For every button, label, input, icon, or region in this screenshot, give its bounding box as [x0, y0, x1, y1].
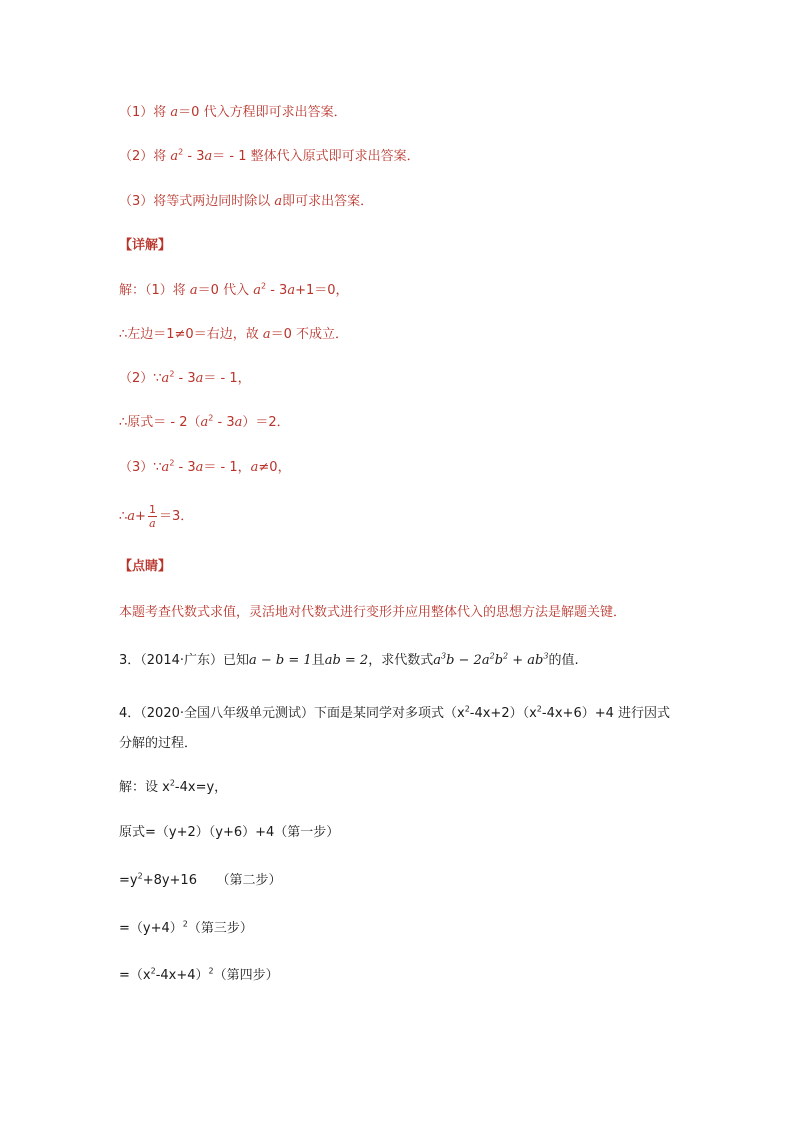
hint-2 — [119, 147, 420, 167]
exponent: 2 — [169, 778, 175, 788]
q3-suffix: 的值. — [548, 653, 579, 668]
exponent: 2 — [208, 413, 214, 423]
var-a: a — [127, 509, 136, 524]
question-3 — [119, 651, 579, 671]
var-a: a — [274, 194, 283, 209]
exponent: 2 — [489, 651, 495, 661]
q4-step-0 — [119, 778, 227, 798]
exponent: 2 — [137, 871, 143, 881]
sol-text: - 3 — [266, 283, 288, 298]
exponent: 2 — [536, 704, 542, 714]
q4-text: -4x+6）+4 进行因式 — [541, 706, 671, 721]
hint-1-text: （1）将 — [119, 105, 171, 120]
q4-text: 4．（2020·全国八年级单元测试）下面是某同学对多项式（x — [119, 706, 465, 721]
sol-text: ≠0， — [258, 460, 291, 475]
var-a: a — [161, 460, 170, 475]
var-a: a — [234, 415, 243, 430]
q3-prefix: 3．（2014·广东）已知 — [119, 653, 249, 668]
q4-text: =（y+4） — [119, 921, 183, 936]
exponent: 3 — [543, 651, 549, 661]
q3-text: 且 — [311, 653, 325, 668]
q4-text: -4x+2）（x — [469, 706, 537, 721]
q4-step-4 — [119, 966, 279, 986]
sol-text: ＝0 代入 — [197, 283, 254, 298]
hint-2-text: （2）将 — [119, 149, 171, 164]
q4-text: （第三步） — [187, 921, 253, 936]
exponent: 2 — [169, 458, 175, 468]
exponent: 3 — [440, 651, 447, 661]
sol-text: - 3 — [174, 371, 196, 386]
q3-math-1: a − b = 1 — [249, 653, 312, 668]
sol-text: ＝ - 1， — [203, 460, 251, 475]
var-a: a — [287, 283, 296, 298]
solution-step-5 — [119, 458, 291, 478]
sol-text: +1＝0， — [295, 283, 349, 298]
var-a: a — [189, 283, 198, 298]
var-a: a — [195, 371, 204, 386]
exponent: 2 — [503, 651, 509, 661]
sol-text: ∴ — [119, 509, 128, 524]
fraction — [148, 503, 157, 530]
sol-text: - 3 — [174, 460, 196, 475]
exponent: 2 — [182, 919, 188, 929]
sol-text: ＝0 不成立． — [270, 327, 349, 342]
hint-1 — [119, 103, 347, 123]
q3-expression — [433, 653, 548, 668]
sol-text: + — [135, 509, 146, 524]
comment-text: 本题考查代数式求值，灵活地对代数式进行变形并应用整体代入的思想方法是解题关键． — [119, 605, 627, 620]
hint-3-text-end: 即可求出答案． — [282, 194, 374, 209]
var-a: a — [253, 283, 261, 298]
hint-2-text-end: ＝ - 1 整体代入原式即可求出答案． — [212, 149, 420, 164]
solution-step-1 — [119, 281, 349, 301]
var-a: a — [200, 415, 209, 430]
question-4-line-2: 分解的过程． — [119, 736, 198, 751]
exponent: 2 — [208, 966, 214, 976]
exponent: 2 — [178, 147, 184, 157]
var-a: a — [170, 105, 179, 120]
q4-text: =（x — [119, 968, 151, 983]
q3-text: ，求代数式 — [368, 653, 434, 668]
sol-text: ）＝2． — [242, 415, 290, 430]
hint-3 — [119, 192, 373, 212]
solution-step-3 — [119, 369, 251, 389]
q4-text: +8y+16 （第二步） — [142, 873, 282, 888]
hint-2-minus: - 3 — [183, 149, 205, 164]
detail-heading: 【详解】 — [119, 238, 172, 253]
question-4-line-1 — [119, 704, 670, 724]
q4-text: -4x=y， — [174, 780, 228, 795]
sol-text: （3）∵ — [119, 460, 162, 475]
q3-term: + ab — [508, 653, 544, 668]
hint-1-text-end: ＝0 代入方程即可求出答案． — [178, 105, 347, 120]
exponent: 2 — [169, 369, 175, 379]
solution-step-4 — [119, 413, 290, 433]
var-a: a — [204, 149, 213, 164]
comment-heading: 【点睛】 — [119, 559, 172, 574]
exponent: 2 — [464, 704, 470, 714]
sol-text: ∴原式＝ - 2（ — [119, 415, 201, 430]
var-a: a — [262, 327, 271, 342]
q3-term: b — [494, 653, 504, 668]
q4-step-3 — [119, 919, 253, 939]
fraction-numerator: 1 — [148, 503, 156, 516]
sol-text: ＝3． — [158, 509, 194, 524]
q4-text: =y — [119, 873, 138, 888]
solution-step-6 — [119, 503, 193, 530]
q3-math-2: ab = 2 — [324, 653, 369, 668]
var-a: a — [250, 460, 259, 475]
q4-text: 解：设 x — [119, 780, 170, 795]
q4-step-2 — [119, 871, 281, 891]
q4-step-1: 原式=（y+2）（y+6）+4（第一步） — [119, 825, 340, 840]
q3-term: b − 2a — [446, 653, 490, 668]
q4-text: （第四步） — [213, 968, 279, 983]
sol-text: - 3 — [213, 415, 235, 430]
var-a: a — [161, 371, 170, 386]
exponent: 2 — [260, 281, 267, 291]
exponent: 2 — [150, 966, 156, 976]
var-a: a — [195, 460, 204, 475]
fraction-denominator: a — [149, 517, 156, 530]
q3-term: a — [433, 653, 441, 668]
solution-step-2 — [119, 325, 348, 345]
hint-3-text: （3）将等式两边同时除以 — [119, 194, 275, 209]
q4-text: -4x+4） — [155, 968, 209, 983]
sol-text: ∴左边＝1≠0＝右边，故 — [119, 327, 263, 342]
var-a: a — [170, 149, 179, 164]
sol-text: 解：（1）将 — [119, 283, 190, 298]
sol-text: （2）∵ — [119, 371, 162, 386]
sol-text: ＝ - 1， — [203, 371, 251, 386]
